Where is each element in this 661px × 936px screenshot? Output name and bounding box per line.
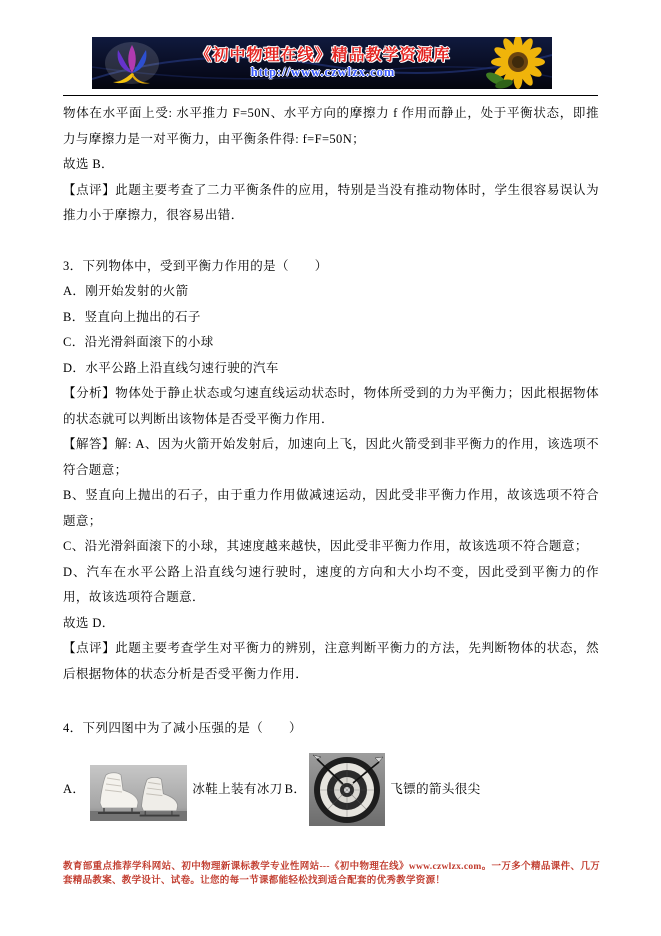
tulip-logo-icon	[92, 37, 174, 89]
solution-q3-d: D、汽车在水平公路上沿直线匀速行驶时，速度的方向和大小均不变，因此受到平衡力的作用，故该选项符合题意．	[63, 564, 599, 604]
question-3-option-b: B．竖直向上抛出的石子	[63, 309, 201, 324]
dartboard-image	[309, 753, 385, 826]
question-3-option-a: A．刚开始发射的火箭	[63, 284, 189, 298]
answer-q3: 故选 D．	[63, 615, 115, 630]
header-divider	[63, 95, 598, 96]
sunflower-icon	[472, 37, 552, 89]
footer-note: 教育部重点推荐学科网站、初中物理新课标教学专业性网站---《初中物理在线》www.czwlzx.com。一万多个精品课件、几万套精品教案、教学设计、试卷。让您的每一节课都能轻松找到适合配套的优秀教学资源！	[63, 862, 600, 886]
figure-caption-b: 飞镖的箭头很尖	[390, 781, 481, 796]
question-3-option-c: C．沿光滑斜面滚下的小球	[63, 335, 214, 349]
answer-q2: 故选 B．	[63, 157, 114, 171]
figure-label-a: A．	[63, 781, 86, 796]
question-3: 3．下列物体中，受到平衡力作用的是（ ）	[63, 258, 328, 273]
paragraph-solution-q2: 物体在水平面上受: 水平推力 F=50N、水平方向的摩擦力 f 作用而静止，处于平衡状态，即推力与摩擦力是一对平衡力，由平衡条件得: f=F=50N；	[63, 106, 599, 146]
document-body	[63, 101, 599, 829]
comment-q2: 【点评】此题主要考查了二力平衡条件的应用，特别是当没有推动物体时，学生很容易误认为推力小于摩擦力，很容易出错．	[63, 182, 599, 222]
comment-q3: 【点评】此题主要考查学生对平衡力的辨别，注意判断平衡力的方法，先判断物体的状态，然后根据物体的状态分析是否受平衡力作用．	[63, 641, 599, 681]
header-banner	[92, 37, 552, 89]
solution-q3-c: C、沿光滑斜面滚下的小球，其速度越来越快，因此受非平衡力作用，故该选项不符合题意；	[63, 539, 588, 553]
banner-title: 《初中物理在线》精品教学资源库	[195, 46, 451, 64]
solution-q3-a: 【解答】解: A、因为火箭开始发射后，加速向上飞，因此火箭受到非平衡力的作用，该选项不符合题意；	[63, 437, 599, 477]
banner-url: http://www.czwlzx.com	[250, 65, 396, 80]
question-4: 4．下列四图中为了减小压强的是（ ）	[63, 721, 302, 735]
question-3-option-d: D．水平公路上沿直线匀速行驶的汽车	[63, 360, 279, 375]
solution-q3-b: B、竖直向上抛出的石子，由于重力作用做减速运动，因此受非平衡力作用，故该选项不符合题意；	[63, 488, 599, 528]
analysis-q3: 【分析】物体处于静止状态或匀速直线运动状态时，物体所受到的力为平衡力；因此根据物体的状态就可以判断出该物体是否受平衡力作用．	[63, 386, 599, 426]
figure-caption-a: 冰鞋上装有冰刀	[192, 781, 283, 796]
question-4-figures	[63, 751, 599, 829]
ice-skates-image	[90, 765, 187, 821]
figure-label-b: B．	[284, 781, 307, 796]
